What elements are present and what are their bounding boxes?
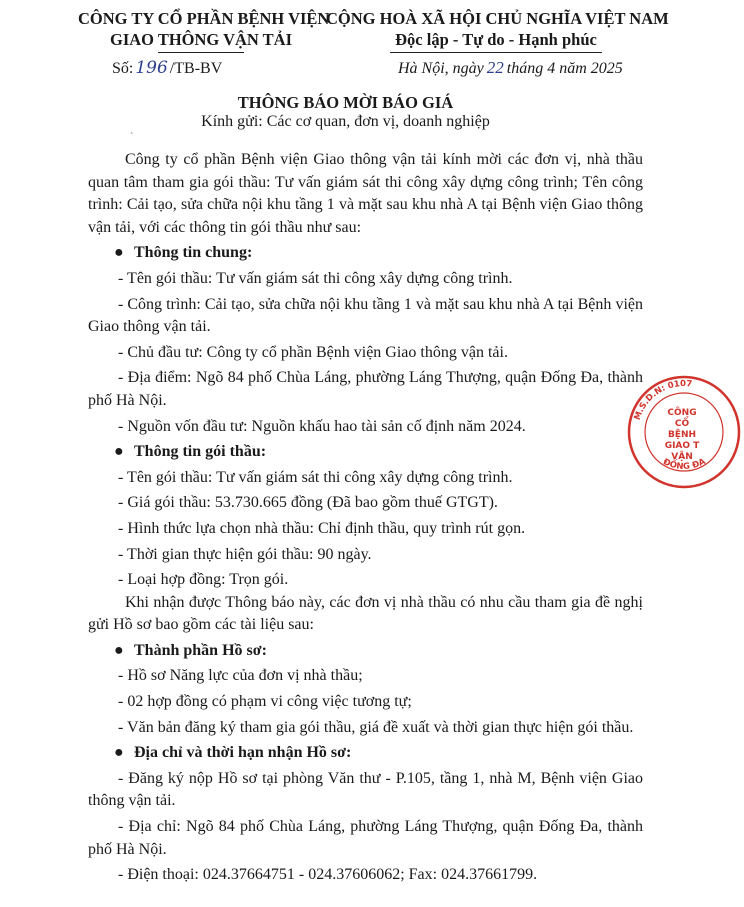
scan-mark: ˋ [130,132,134,143]
stamp-inner-line: BỆNH [667,430,697,440]
section-submission-heading: ● Địa chỉ và thời hạn nhận Hồ sơ: [88,742,643,765]
org-name-line1: CÔNG TY CỔ PHẦN BỆNH VIỆN [78,9,330,28]
package-item: - Hình thức lựa chọn nhà thầu: Chỉ định thầu, quy trình rút gọn. [118,519,526,537]
package-item: - Giá gói thầu: 53.730.665 đồng (Đã bao gồm thuế GTGT). [118,494,498,512]
bullet-icon: ● [114,744,124,762]
stamp-inner-line: VẬN [671,452,693,462]
national-header [326,8,669,53]
org-underline [158,52,244,53]
date-line [398,58,623,78]
ref-suffix: /TB-BV [169,60,223,77]
org-name-line2: GIAO THÔNG VẬN TẢI [110,30,292,49]
dossier-item: - Văn bản đăng ký tham gia gói thầu, giá đề xuất và thời gian thực hiện gói thầu. [118,718,634,736]
date-day-handwritten: 22 [486,58,504,77]
document-body [88,149,643,887]
general-item: - Tên gói thầu: Tư vấn giám sát thi công xây dựng công trình. [118,269,513,287]
bullet-icon: ● [114,443,124,461]
stamp-ring-text: M.S.D.N: 0107 [632,378,693,422]
intro-paragraph: Công ty cổ phần Bệnh viện Giao thông vận tải kính mời các đơn vị, nhà thầu quan tâm tham gia gói thầu: Tư vấn giám sát thi công xây dựng công trình; Tên công trình: Cải tạo, sửa chữa nội khu tầng 1 và mặt sau khu nhà A tại Bệnh viện Giao thông vận tải, với các thông tin gói thầu như sau: [88,151,643,236]
submission-item: - Đăng ký nộp Hồ sơ tại phòng Văn thư - P.105, tầng 1, nhà M, Bệnh viện Giao thông vận tải. [88,769,643,810]
motto-underline [390,52,602,53]
reference-number [112,58,222,78]
date-prefix: Hà Nội, ngày [398,60,484,77]
document-recipient: Kính gửi: Các cơ quan, đơn vị, doanh nghiệp [201,113,490,130]
stamp-inner-line: GIAO T [664,441,700,451]
ref-prefix: Số: [112,60,134,77]
package-item: - Tên gói thầu: Tư vấn giám sát thi công xây dựng công trình. [118,468,513,486]
package-item: - Thời gian thực hiện gói thầu: 90 ngày. [118,545,372,563]
stamp-inner-line: CÔNG [667,408,697,418]
request-paragraph: Khi nhận được Thông báo này, các đơn vị nhà thầu có nhu cầu tham gia đề nghị gửi Hồ sơ bao gồm các tài liệu sau: [88,593,643,634]
nation-motto: Độc lập - Tự do - Hạnh phúc [395,30,597,49]
company-seal-stamp [624,372,744,492]
general-item: - Chủ đầu tư: Công ty cổ phần Bệnh viện Giao thông vận tải. [118,343,508,361]
nation-title: CỘNG HOÀ XÃ HỘI CHỦ NGHĨA VIỆT NAM [326,9,669,28]
package-item: - Loại hợp đồng: Trọn gói. [118,571,289,589]
section-general-heading: ● Thông tin chung: [88,242,643,265]
ref-number-handwritten: 196 [135,58,168,78]
document-title: THÔNG BÁO MỜI BÁO GIÁ [237,93,454,112]
general-item: - Nguồn vốn đầu tư: Nguồn khấu hao tài sản cố định năm 2024. [118,417,526,435]
dossier-item: - 02 hợp đồng có phạm vi công việc tương tự; [118,693,412,711]
dossier-item: - Hồ sơ Năng lực của đơn vị nhà thầu; [118,667,363,685]
stamp-bottom-text: ĐỐNG ĐA [661,456,708,473]
stamp-inner-line: CỔ [674,419,690,429]
general-item: - Địa điểm: Ngõ 84 phố Chùa Láng, phường Láng Thượng, quận Đống Đa, thành phố Hà Nội. [88,369,643,409]
bullet-icon: ● [114,641,124,659]
date-suffix: tháng 4 năm 2025 [506,60,623,77]
submission-item: - Điện thoại: 024.37664751 - 024.37606062; Fax: 024.37661799. [118,866,538,884]
general-item: - Công trình: Cải tạo, sửa chữa nội khu tầng 1 và mặt sau khu nhà A tại Bệnh viện Giao thông vận tải. [88,295,643,336]
section-dossier-heading: ● Thành phần Hồ sơ: [88,640,643,663]
bullet-icon: ● [114,244,124,262]
section-package-heading: ● Thông tin gói thầu: [88,441,643,464]
submission-item: - Địa chỉ: Ngõ 84 phố Chùa Láng, phường Láng Thượng, quận Đống Đa, thành phố Hà Nội. [88,818,643,858]
organization-header [78,8,330,53]
